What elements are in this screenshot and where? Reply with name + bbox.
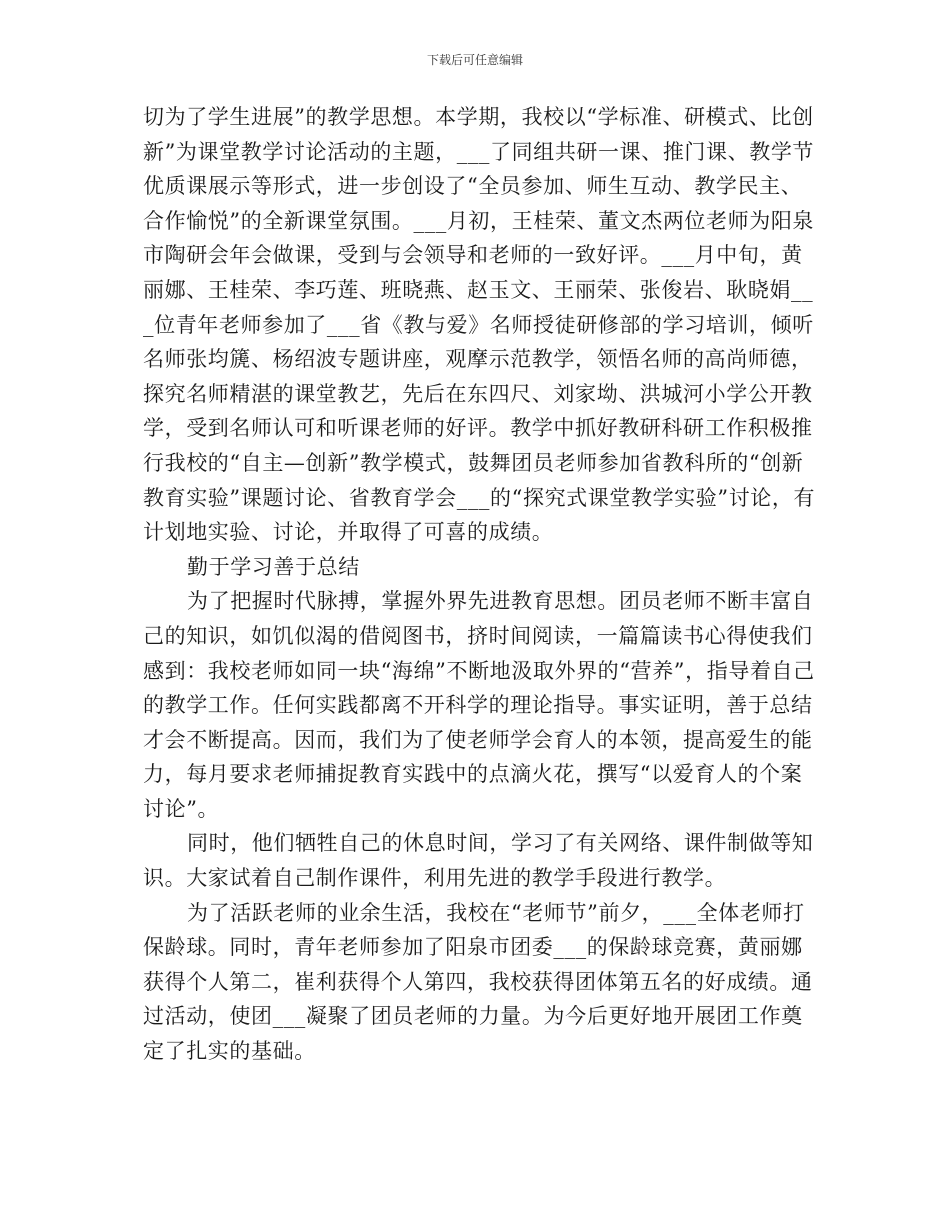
paragraph-study: 为了把握时代脉搏，掌握外界先进教育思想。团员老师不断丰富自己的知识，如饥似渴的借阅图书，挤时间阅读，一篇篇读书心得使我们感到：我校老师如同一块“海绵”不断地汲取外界的“营养”，指导着自己的教学工作。任何实践都离不开科学的理论指导。事实证明，善于总结才会不断提高。因而，我们为了使老师学会育人的本领，提高爱生的能力，每月要求老师捕捉教育实践中的点滴火花，撰写“以爱育人的个案讨论”。 (143, 589, 815, 821)
paragraph-teaching-research: 切为了学生进展”的教学思想。本学期，我校以“学标准、研模式、比创新”为课堂教学讨论活动的主题，___了同组共研一课、推门课、教学节优质课展示等形式，进一步创设了“全员参加、师生互动、教学民主、合作愉悦”的全新课堂氛围。___月初，王桂荣、董文杰两位老师为阳泉市陶研会年会做课，受到与会领导和老师的一致好评。___月中旬，黄丽娜、王桂荣、李巧莲、班晓燕、赵玉文、王丽荣、张俊岩、耿晓娟___位青年老师参加了___省《教与爱》名师授徒研修部的学习培训，倾听名师张均篪、杨绍波专题讲座，观摩示范教学，领悟名师的高尚师德，探究名师精湛的课堂教艺，先后在东四尺、刘家坳、洪城河小学公开教学，受到名师认可和听课老师的好评。教学中抓好教研科研工作积极推行我校的“自主—创新”教学模式，鼓舞团员老师参加省教科所的“创新教育实验”课题讨论、省教育学会___的“探究式课堂教学实验”讨论，有计划地实验、讨论，并取得了可喜的成绩。 (143, 105, 816, 545)
page-header: 下载后可任意编辑 (426, 53, 523, 67)
paragraph-network-learning: 同时，他们牺牲自己的休息时间，学习了有关网络、课件制做等知识。大家试着自己制作课件，利用先进的教学手段进行教学。 (143, 831, 814, 891)
paragraph-bowling-activity: 为了活跃老师的业余生活，我校在“老师节”前夕，___全体老师打保龄球。同时，青年老师参加了阳泉市团委___的保龄球竞赛，黄丽娜获得个人第二，崔利获得个人第四，我校获得团体第五名的好成绩。通过活动，使团___凝聚了团员老师的力量。为今后更好地开展团工作奠定了扎实的基础。 (143, 900, 813, 1064)
document-body (143, 100, 823, 1069)
section-heading-study-summary: 勤于学习善于总结 (187, 554, 360, 579)
